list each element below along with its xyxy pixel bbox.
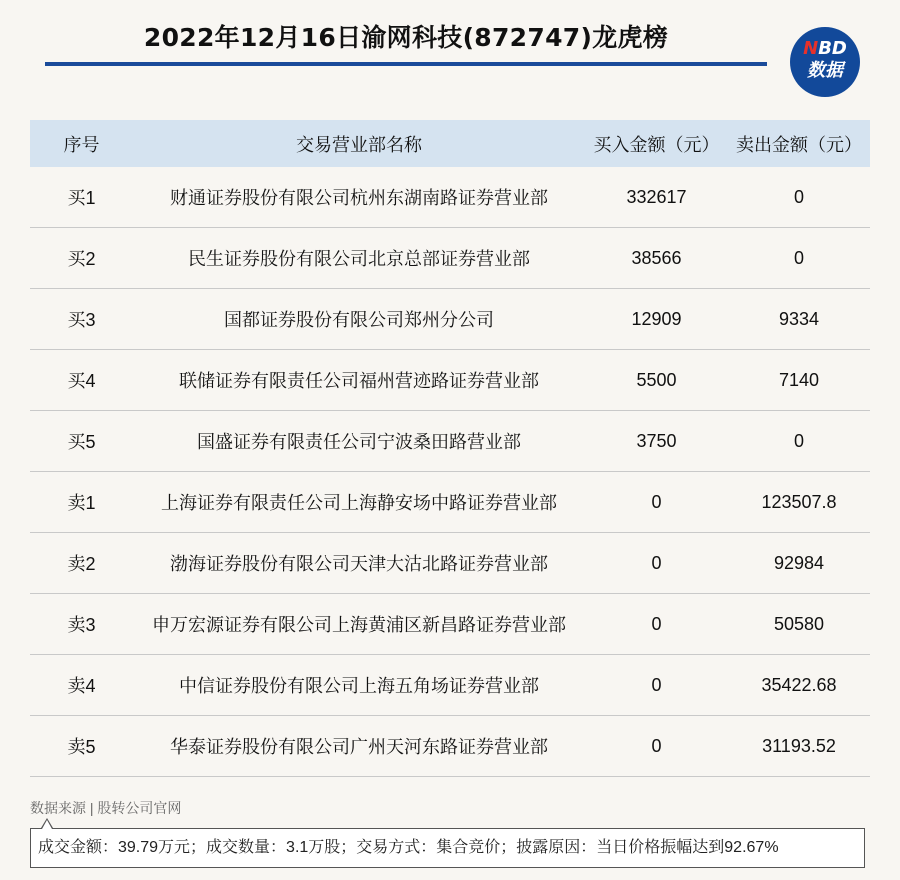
row-sell-amount: 0	[793, 430, 804, 451]
row-branch-name: 申万宏源证券有限公司上海黄浦区新昌路证券营业部	[152, 615, 566, 635]
nbd-data-logo	[790, 27, 860, 97]
row-buy-amount: 0	[651, 491, 662, 512]
row-index: 卖1	[67, 493, 96, 513]
row-sell-amount: 92984	[773, 552, 825, 573]
row-index: 卖4	[67, 676, 96, 696]
table-row	[30, 716, 870, 777]
table-row	[30, 533, 870, 594]
row-sell-amount: 7140	[778, 369, 820, 390]
row-buy-amount: 5500	[636, 369, 677, 390]
table-header	[30, 120, 870, 167]
header-branch-name: 交易营业部名称	[296, 134, 422, 155]
data-source: 数据来源 | 股转公司官网	[30, 800, 182, 816]
row-sell-amount: 50580	[773, 613, 825, 634]
row-index: 买5	[67, 432, 96, 452]
trade-summary-note: 成交金额：39.79万元；成交数量：3.1万股；交易方式：集合竞价；披露原因：当日价格振幅达到92.67%	[30, 828, 865, 868]
row-buy-amount: 3750	[636, 430, 677, 451]
logo-bd: BD	[818, 38, 847, 59]
table-row	[30, 167, 870, 228]
table-row	[30, 289, 870, 350]
title-underline	[45, 62, 767, 66]
dragon-tiger-table	[30, 120, 870, 777]
logo-data-text: 数据	[807, 60, 843, 81]
row-branch-name: 国盛证券有限责任公司宁波桑田路营业部	[197, 432, 521, 452]
row-sell-amount: 0	[793, 186, 804, 207]
row-branch-name: 财通证券股份有限公司杭州东湖南路证券营业部	[170, 188, 548, 208]
row-index: 买3	[67, 310, 96, 330]
row-branch-name: 民生证券股份有限公司北京总部证券营业部	[188, 249, 530, 269]
row-buy-amount: 12909	[631, 308, 682, 329]
row-buy-amount: 38566	[631, 247, 682, 268]
header-buy-amount: 买入金额（元）	[593, 134, 720, 155]
row-branch-name: 渤海证券股份有限公司天津大沽北路证券营业部	[170, 554, 548, 574]
row-branch-name: 上海证券有限责任公司上海静安场中路证券营业部	[161, 493, 557, 513]
row-buy-amount: 332617	[626, 186, 687, 207]
header-sell-amount: 卖出金额（元）	[736, 134, 862, 155]
row-branch-name: 联储证券有限责任公司福州营迹路证券营业部	[179, 371, 539, 391]
table-row	[30, 594, 870, 655]
table-body	[30, 167, 870, 777]
row-index: 卖2	[67, 554, 96, 574]
row-sell-amount: 123507.8	[761, 491, 837, 512]
table-row	[30, 350, 870, 411]
row-sell-amount: 9334	[778, 308, 820, 329]
table-row	[30, 655, 870, 716]
row-index: 买4	[67, 371, 96, 391]
row-buy-amount: 0	[651, 552, 662, 573]
page-title: 2022年12月16日渝网科技(872747)龙虎榜	[143, 23, 669, 52]
row-branch-name: 华泰证券股份有限公司广州天河东路证券营业部	[170, 737, 548, 757]
row-branch-name: 国都证券股份有限公司郑州分公司	[224, 310, 494, 330]
row-index: 买1	[67, 188, 96, 208]
header-index: 序号	[63, 134, 100, 155]
row-buy-amount: 0	[651, 613, 662, 634]
row-buy-amount: 0	[651, 674, 662, 695]
row-sell-amount: 35422.68	[761, 674, 837, 695]
row-sell-amount: 31193.52	[762, 735, 836, 756]
table-row	[30, 228, 870, 289]
row-index: 卖5	[67, 737, 96, 757]
row-index: 卖3	[67, 615, 96, 635]
row-sell-amount: 0	[793, 247, 804, 268]
row-buy-amount: 0	[651, 735, 662, 756]
table-row	[30, 472, 870, 533]
table-row	[30, 411, 870, 472]
note-pointer-fill	[42, 820, 52, 829]
row-index: 买2	[67, 249, 96, 269]
row-branch-name: 中信证券股份有限公司上海五角场证券营业部	[179, 676, 539, 696]
logo-n: N	[803, 38, 819, 59]
